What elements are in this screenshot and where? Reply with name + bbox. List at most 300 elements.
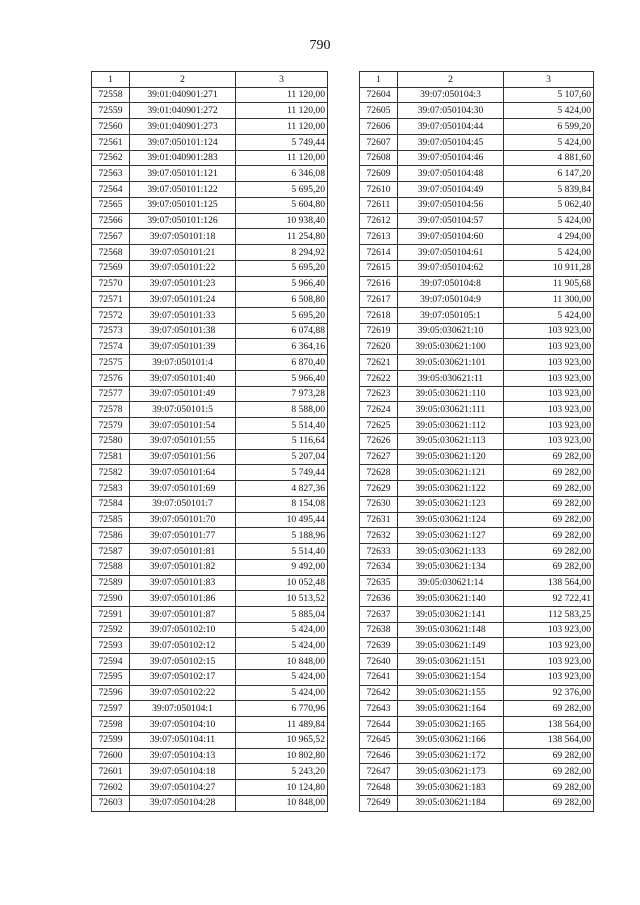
table-row [360, 732, 594, 748]
row-number-cell: 72587 [92, 544, 130, 560]
row-number-cell: 72635 [360, 575, 398, 591]
row-number-cell: 72647 [360, 764, 398, 780]
value-cell: 5 839,84 [504, 182, 594, 198]
table-row [92, 732, 328, 748]
row-number-cell: 72570 [92, 276, 130, 292]
table-row [92, 685, 328, 701]
cadastral-number-cell: 39:07:050101:38 [130, 323, 236, 339]
cadastral-number-cell: 39:07:050101:40 [130, 370, 236, 386]
cadastral-number-cell: 39:05:030621:151 [398, 654, 504, 670]
cadastral-number-cell: 39:07:050104:30 [398, 103, 504, 119]
row-number-cell: 72597 [92, 701, 130, 717]
table-row [92, 795, 328, 811]
table-row [360, 103, 594, 119]
cadastral-number-cell: 39:07:050105:1 [398, 308, 504, 324]
table-row [92, 496, 328, 512]
cadastral-number-cell: 39:05:030621:154 [398, 669, 504, 685]
table-row [92, 134, 328, 150]
cadastral-number-cell: 39:07:050101:82 [130, 559, 236, 575]
row-number-cell: 72566 [92, 213, 130, 229]
cadastral-number-cell: 39:07:050101:22 [130, 260, 236, 276]
row-number-cell: 72643 [360, 701, 398, 717]
value-cell: 5 424,00 [236, 685, 328, 701]
row-number-cell: 72628 [360, 465, 398, 481]
row-number-cell: 72640 [360, 654, 398, 670]
cadastral-number-cell: 39:05:030621:120 [398, 449, 504, 465]
table-row [360, 528, 594, 544]
cadastral-number-cell: 39:05:030621:121 [398, 465, 504, 481]
cadastral-number-cell: 39:07:050101:49 [130, 386, 236, 402]
cadastral-number-cell: 39:07:050104:56 [398, 197, 504, 213]
table-row [92, 182, 328, 198]
value-cell: 69 282,00 [504, 449, 594, 465]
row-number-cell: 72586 [92, 528, 130, 544]
column-header-3: 3 [504, 72, 594, 88]
table-row [360, 386, 594, 402]
value-cell: 11 120,00 [236, 119, 328, 135]
table-row [360, 166, 594, 182]
table-row [92, 654, 328, 670]
table-row [360, 481, 594, 497]
value-cell: 8 294,92 [236, 245, 328, 261]
row-number-cell: 72644 [360, 717, 398, 733]
value-cell: 10 848,00 [236, 795, 328, 811]
table-row [360, 150, 594, 166]
table-row [92, 370, 328, 386]
value-cell: 69 282,00 [504, 465, 594, 481]
row-number-cell: 72649 [360, 795, 398, 811]
row-number-cell: 72603 [92, 795, 130, 811]
table-row [92, 559, 328, 575]
cadastral-number-cell: 39:05:030621:140 [398, 591, 504, 607]
cadastral-number-cell: 39:07:050101:124 [130, 134, 236, 150]
table-row [92, 748, 328, 764]
value-cell: 5 514,40 [236, 544, 328, 560]
cadastral-number-cell: 39:07:050101:83 [130, 575, 236, 591]
row-number-cell: 72582 [92, 465, 130, 481]
cadastral-number-cell: 39:05:030621:172 [398, 748, 504, 764]
value-cell: 11 489,84 [236, 717, 328, 733]
value-cell: 5 424,00 [236, 669, 328, 685]
cadastral-number-cell: 39:01:040901:273 [130, 119, 236, 135]
value-cell: 10 052,48 [236, 575, 328, 591]
cadastral-number-cell: 39:05:030621:166 [398, 732, 504, 748]
row-number-cell: 72612 [360, 213, 398, 229]
value-cell: 5 207,04 [236, 449, 328, 465]
cadastral-number-cell: 39:05:030621:173 [398, 764, 504, 780]
table-row [360, 134, 594, 150]
row-number-cell: 72592 [92, 622, 130, 638]
table-row [92, 213, 328, 229]
cadastral-number-cell: 39:07:050101:33 [130, 308, 236, 324]
value-cell: 103 923,00 [504, 418, 594, 434]
value-cell: 6 870,40 [236, 355, 328, 371]
cadastral-number-cell: 39:07:050104:27 [130, 780, 236, 796]
row-number-cell: 72620 [360, 339, 398, 355]
row-number-cell: 72616 [360, 276, 398, 292]
table-row [92, 150, 328, 166]
row-number-cell: 72627 [360, 449, 398, 465]
cadastral-number-cell: 39:07:050104:8 [398, 276, 504, 292]
table-row [360, 685, 594, 701]
cadastral-number-cell: 39:05:030621:134 [398, 559, 504, 575]
cadastral-number-cell: 39:07:050101:21 [130, 245, 236, 261]
table-row [92, 481, 328, 497]
column-header-2: 2 [130, 72, 236, 88]
table-row [92, 591, 328, 607]
cadastral-number-cell: 39:07:050101:5 [130, 402, 236, 418]
cadastral-number-cell: 39:05:030621:113 [398, 433, 504, 449]
value-cell: 4 881,60 [504, 150, 594, 166]
value-cell: 5 424,00 [504, 245, 594, 261]
table-row [360, 339, 594, 355]
value-cell: 103 923,00 [504, 323, 594, 339]
cadastral-number-cell: 39:07:050101:4 [130, 355, 236, 371]
row-number-cell: 72622 [360, 370, 398, 386]
table-row [360, 512, 594, 528]
value-cell: 5 424,00 [236, 638, 328, 654]
row-number-cell: 72646 [360, 748, 398, 764]
cadastral-number-cell: 39:07:050104:9 [398, 292, 504, 308]
row-number-cell: 72560 [92, 119, 130, 135]
row-number-cell: 72636 [360, 591, 398, 607]
table-row [92, 433, 328, 449]
column-header-1: 1 [92, 72, 130, 88]
row-number-cell: 72601 [92, 764, 130, 780]
row-number-cell: 72562 [92, 150, 130, 166]
table-row [360, 213, 594, 229]
row-number-cell: 72579 [92, 418, 130, 434]
value-cell: 11 120,00 [236, 103, 328, 119]
row-number-cell: 72563 [92, 166, 130, 182]
row-number-cell: 72623 [360, 386, 398, 402]
value-cell: 103 923,00 [504, 339, 594, 355]
row-number-cell: 72577 [92, 386, 130, 402]
row-number-cell: 72596 [92, 685, 130, 701]
cadastral-number-cell: 39:05:030621:110 [398, 386, 504, 402]
table-row [360, 323, 594, 339]
cadastral-number-cell: 39:07:050104:46 [398, 150, 504, 166]
cadastral-number-cell: 39:05:030621:133 [398, 544, 504, 560]
table-row [360, 433, 594, 449]
value-cell: 5 424,00 [504, 308, 594, 324]
value-cell: 5 514,40 [236, 418, 328, 434]
value-cell: 6 147,20 [504, 166, 594, 182]
table-row [360, 559, 594, 575]
table-row [360, 370, 594, 386]
table-row [92, 276, 328, 292]
cadastral-number-cell: 39:05:030621:100 [398, 339, 504, 355]
value-cell: 10 938,40 [236, 213, 328, 229]
value-cell: 5 424,00 [504, 103, 594, 119]
table-body [360, 87, 594, 811]
table-body [92, 87, 328, 811]
row-number-cell: 72565 [92, 197, 130, 213]
value-cell: 5 966,40 [236, 370, 328, 386]
row-number-cell: 72641 [360, 669, 398, 685]
value-cell: 10 848,00 [236, 654, 328, 670]
value-cell: 112 583,25 [504, 606, 594, 622]
row-number-cell: 72595 [92, 669, 130, 685]
value-cell: 5 695,20 [236, 260, 328, 276]
table-row [360, 606, 594, 622]
value-cell: 69 282,00 [504, 559, 594, 575]
table-row [360, 764, 594, 780]
value-cell: 138 564,00 [504, 717, 594, 733]
row-number-cell: 72637 [360, 606, 398, 622]
row-number-cell: 72569 [92, 260, 130, 276]
table-row [92, 528, 328, 544]
value-cell: 103 923,00 [504, 654, 594, 670]
value-cell: 103 923,00 [504, 433, 594, 449]
row-number-cell: 72580 [92, 433, 130, 449]
cadastral-number-cell: 39:07:050102:15 [130, 654, 236, 670]
cadastral-number-cell: 39:07:050104:61 [398, 245, 504, 261]
table-row [360, 276, 594, 292]
row-number-cell: 72591 [92, 606, 130, 622]
row-number-cell: 72571 [92, 292, 130, 308]
value-cell: 103 923,00 [504, 386, 594, 402]
table-row [92, 512, 328, 528]
cadastral-number-cell: 39:05:030621:122 [398, 481, 504, 497]
value-cell: 5 188,96 [236, 528, 328, 544]
cadastral-number-cell: 39:05:030621:127 [398, 528, 504, 544]
table-row [360, 182, 594, 198]
table-row [360, 717, 594, 733]
value-cell: 5 749,44 [236, 134, 328, 150]
table-header-row [360, 72, 594, 88]
table-left [91, 71, 328, 812]
table-row [92, 87, 328, 103]
row-number-cell: 72583 [92, 481, 130, 497]
value-cell: 69 282,00 [504, 528, 594, 544]
row-number-cell: 72594 [92, 654, 130, 670]
table-row [92, 229, 328, 245]
row-number-cell: 72605 [360, 103, 398, 119]
value-cell: 5 749,44 [236, 465, 328, 481]
value-cell: 5 424,00 [504, 213, 594, 229]
cadastral-number-cell: 39:07:050101:7 [130, 496, 236, 512]
row-number-cell: 72639 [360, 638, 398, 654]
cadastral-number-cell: 39:05:030621:101 [398, 355, 504, 371]
table-row [360, 292, 594, 308]
cadastral-number-cell: 39:07:050101:55 [130, 433, 236, 449]
value-cell: 69 282,00 [504, 481, 594, 497]
row-number-cell: 72617 [360, 292, 398, 308]
cadastral-number-cell: 39:07:050101:18 [130, 229, 236, 245]
cadastral-number-cell: 39:07:050104:60 [398, 229, 504, 245]
row-number-cell: 72589 [92, 575, 130, 591]
table-row [92, 465, 328, 481]
row-number-cell: 72615 [360, 260, 398, 276]
table-row [360, 638, 594, 654]
value-cell: 69 282,00 [504, 512, 594, 528]
cadastral-number-cell: 39:05:030621:14 [398, 575, 504, 591]
row-number-cell: 72633 [360, 544, 398, 560]
cadastral-number-cell: 39:07:050102:22 [130, 685, 236, 701]
row-number-cell: 72610 [360, 182, 398, 198]
table-row [360, 748, 594, 764]
cadastral-number-cell: 39:07:050102:10 [130, 622, 236, 638]
table-row [360, 449, 594, 465]
value-cell: 10 124,80 [236, 780, 328, 796]
cadastral-number-cell: 39:07:050104:57 [398, 213, 504, 229]
cadastral-number-cell: 39:07:050101:126 [130, 213, 236, 229]
row-number-cell: 72564 [92, 182, 130, 198]
table-row [92, 575, 328, 591]
cadastral-number-cell: 39:05:030621:111 [398, 402, 504, 418]
table-row [360, 591, 594, 607]
row-number-cell: 72599 [92, 732, 130, 748]
value-cell: 69 282,00 [504, 780, 594, 796]
value-cell: 69 282,00 [504, 764, 594, 780]
cadastral-number-cell: 39:07:050102:12 [130, 638, 236, 654]
value-cell: 69 282,00 [504, 795, 594, 811]
table-row [92, 339, 328, 355]
value-cell: 11 300,00 [504, 292, 594, 308]
table-row [360, 119, 594, 135]
table-row [360, 260, 594, 276]
table-row [92, 669, 328, 685]
row-number-cell: 72574 [92, 339, 130, 355]
table-row [360, 87, 594, 103]
value-cell: 138 564,00 [504, 732, 594, 748]
table-row [92, 386, 328, 402]
table-row [92, 606, 328, 622]
value-cell: 6 508,80 [236, 292, 328, 308]
table-row [360, 654, 594, 670]
cadastral-number-cell: 39:01:040901:283 [130, 150, 236, 166]
table-row [92, 701, 328, 717]
table-row [92, 245, 328, 261]
cadastral-number-cell: 39:07:050101:54 [130, 418, 236, 434]
row-number-cell: 72588 [92, 559, 130, 575]
table-row [92, 449, 328, 465]
value-cell: 5 966,40 [236, 276, 328, 292]
table-header-row [92, 72, 328, 88]
cadastral-number-cell: 39:07:050104:48 [398, 166, 504, 182]
row-number-cell: 72572 [92, 308, 130, 324]
cadastral-number-cell: 39:07:050101:39 [130, 339, 236, 355]
table-row [92, 103, 328, 119]
cadastral-number-cell: 39:05:030621:165 [398, 717, 504, 733]
cadastral-number-cell: 39:07:050101:122 [130, 182, 236, 198]
row-number-cell: 72609 [360, 166, 398, 182]
row-number-cell: 72629 [360, 481, 398, 497]
cadastral-number-cell: 39:07:050104:1 [130, 701, 236, 717]
cadastral-number-cell: 39:05:030621:164 [398, 701, 504, 717]
value-cell: 8 154,08 [236, 496, 328, 512]
row-number-cell: 72598 [92, 717, 130, 733]
table-row [360, 402, 594, 418]
table-row [92, 544, 328, 560]
table-row [92, 780, 328, 796]
value-cell: 69 282,00 [504, 496, 594, 512]
cadastral-number-cell: 39:07:050104:13 [130, 748, 236, 764]
table-row [92, 260, 328, 276]
value-cell: 5 604,80 [236, 197, 328, 213]
row-number-cell: 72593 [92, 638, 130, 654]
value-cell: 6 364,16 [236, 339, 328, 355]
cadastral-number-cell: 39:05:030621:11 [398, 370, 504, 386]
value-cell: 11 254,80 [236, 229, 328, 245]
value-cell: 92 722,41 [504, 591, 594, 607]
value-cell: 4 294,00 [504, 229, 594, 245]
value-cell: 10 911,28 [504, 260, 594, 276]
row-number-cell: 72624 [360, 402, 398, 418]
cadastral-number-cell: 39:07:050101:86 [130, 591, 236, 607]
row-number-cell: 72642 [360, 685, 398, 701]
row-number-cell: 72621 [360, 355, 398, 371]
row-number-cell: 72614 [360, 245, 398, 261]
value-cell: 6 074,88 [236, 323, 328, 339]
cadastral-number-cell: 39:07:050104:45 [398, 134, 504, 150]
value-cell: 10 965,52 [236, 732, 328, 748]
cadastral-number-cell: 39:05:030621:10 [398, 323, 504, 339]
row-number-cell: 72573 [92, 323, 130, 339]
cadastral-number-cell: 39:07:050101:81 [130, 544, 236, 560]
value-cell: 5 424,00 [504, 134, 594, 150]
row-number-cell: 72632 [360, 528, 398, 544]
cadastral-number-cell: 39:01:040901:271 [130, 87, 236, 103]
cadastral-number-cell: 39:05:030621:184 [398, 795, 504, 811]
cadastral-number-cell: 39:07:050101:64 [130, 465, 236, 481]
table-row [360, 669, 594, 685]
value-cell: 4 827,36 [236, 481, 328, 497]
table-row [92, 355, 328, 371]
value-cell: 5 116,64 [236, 433, 328, 449]
value-cell: 5 062,40 [504, 197, 594, 213]
value-cell: 11 905,68 [504, 276, 594, 292]
value-cell: 6 346,08 [236, 166, 328, 182]
value-cell: 7 973,28 [236, 386, 328, 402]
value-cell: 8 588,00 [236, 402, 328, 418]
table-row [360, 544, 594, 560]
table-row [92, 764, 328, 780]
table-row [92, 166, 328, 182]
row-number-cell: 72575 [92, 355, 130, 371]
table-row [360, 197, 594, 213]
row-number-cell: 72567 [92, 229, 130, 245]
table-row [360, 245, 594, 261]
cadastral-number-cell: 39:07:050104:11 [130, 732, 236, 748]
cadastral-number-cell: 39:05:030621:124 [398, 512, 504, 528]
table-row [360, 780, 594, 796]
column-header-3: 3 [236, 72, 328, 88]
table-row [92, 197, 328, 213]
cadastral-number-cell: 39:07:050101:77 [130, 528, 236, 544]
row-number-cell: 72604 [360, 87, 398, 103]
value-cell: 9 492,00 [236, 559, 328, 575]
value-cell: 69 282,00 [504, 701, 594, 717]
row-number-cell: 72606 [360, 119, 398, 135]
table-row [360, 622, 594, 638]
cadastral-number-cell: 39:07:050102:17 [130, 669, 236, 685]
table-row [360, 575, 594, 591]
cadastral-number-cell: 39:05:030621:149 [398, 638, 504, 654]
table-right [359, 71, 594, 812]
cadastral-number-cell: 39:07:050101:125 [130, 197, 236, 213]
cadastral-number-cell: 39:07:050101:24 [130, 292, 236, 308]
row-number-cell: 72626 [360, 433, 398, 449]
row-number-cell: 72611 [360, 197, 398, 213]
page-number: 790 [309, 38, 331, 53]
table-row [360, 308, 594, 324]
table-row [360, 229, 594, 245]
cadastral-number-cell: 39:07:050101:23 [130, 276, 236, 292]
cadastral-number-cell: 39:07:050101:121 [130, 166, 236, 182]
table-row [360, 465, 594, 481]
